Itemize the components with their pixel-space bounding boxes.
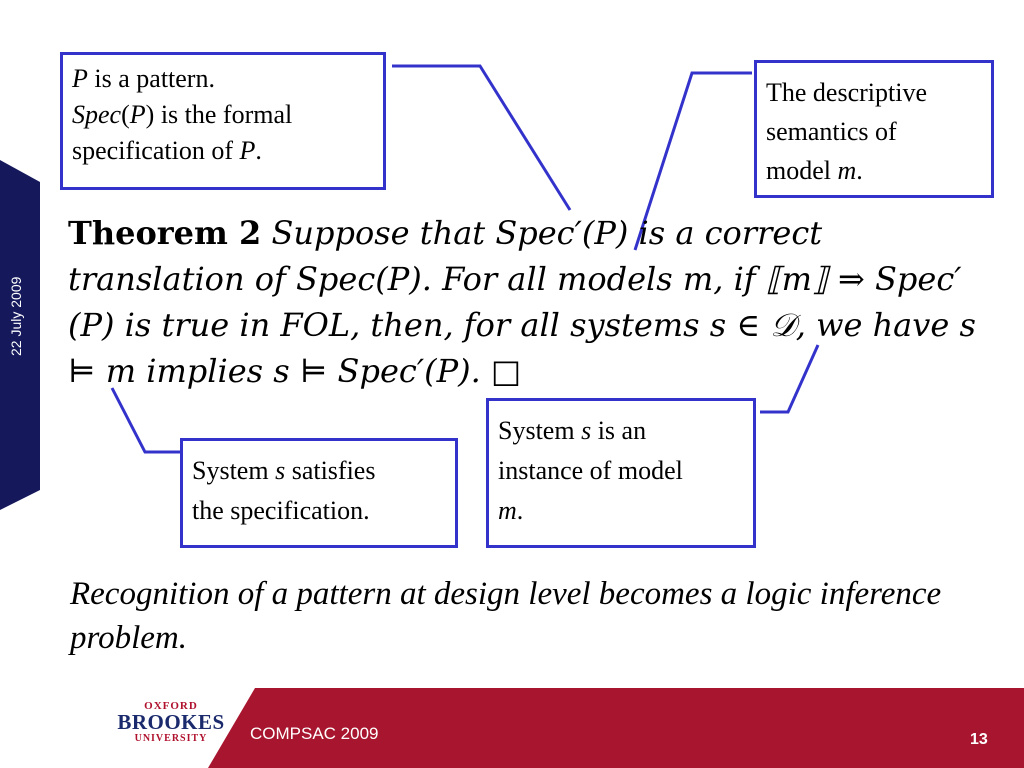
page-number: 13 <box>970 731 988 748</box>
theorem-statement <box>68 210 988 394</box>
callout-instance <box>486 398 756 548</box>
conclusion-text: Recognition of a pattern at design level becomes a logic inference problem. <box>70 576 942 656</box>
conference-name: COMPSAC 2009 <box>250 724 379 743</box>
sidebar-date: 22 July 2009 <box>8 276 24 356</box>
callout-satisfies <box>180 438 458 548</box>
callout-instance-line2: instance of model <box>498 456 683 485</box>
callout-pattern <box>60 52 386 190</box>
theorem-label: Theorem 2 <box>68 214 262 252</box>
university-logo: OXFORD BROOKES UNIVERSITY <box>117 700 225 744</box>
callout-semantics-line2: semantics of <box>766 117 897 146</box>
callout-satisfies-line1: System s satisfies <box>192 456 376 485</box>
theorem-body: Suppose that Spec′(P) is a correct translation of Spec(P). For all models m, if ⟦m⟧ ⇒ Spec′(P) is true in FOL, then, for all systems s ∈ 𝒟, we have s ⊨ m implies s ⊨ Spec′(P). <box>68 214 976 390</box>
callout-semantics-line1: The descriptive <box>766 78 927 107</box>
callout-instance-line1: System s is an <box>498 416 647 445</box>
callout-instance-line3: m. <box>498 496 524 525</box>
qed-symbol: □ <box>490 352 522 390</box>
callout-satisfies-line2: the specification. <box>192 496 370 525</box>
callout-pattern-line3: specification of P. <box>72 136 262 165</box>
callout-pattern-line1: P is a pattern. <box>72 64 215 93</box>
callout-semantics-line3: model m. <box>766 156 863 185</box>
callout-pattern-line2: Spec(P) is the formal <box>72 100 293 129</box>
callout-semantics <box>754 60 994 198</box>
